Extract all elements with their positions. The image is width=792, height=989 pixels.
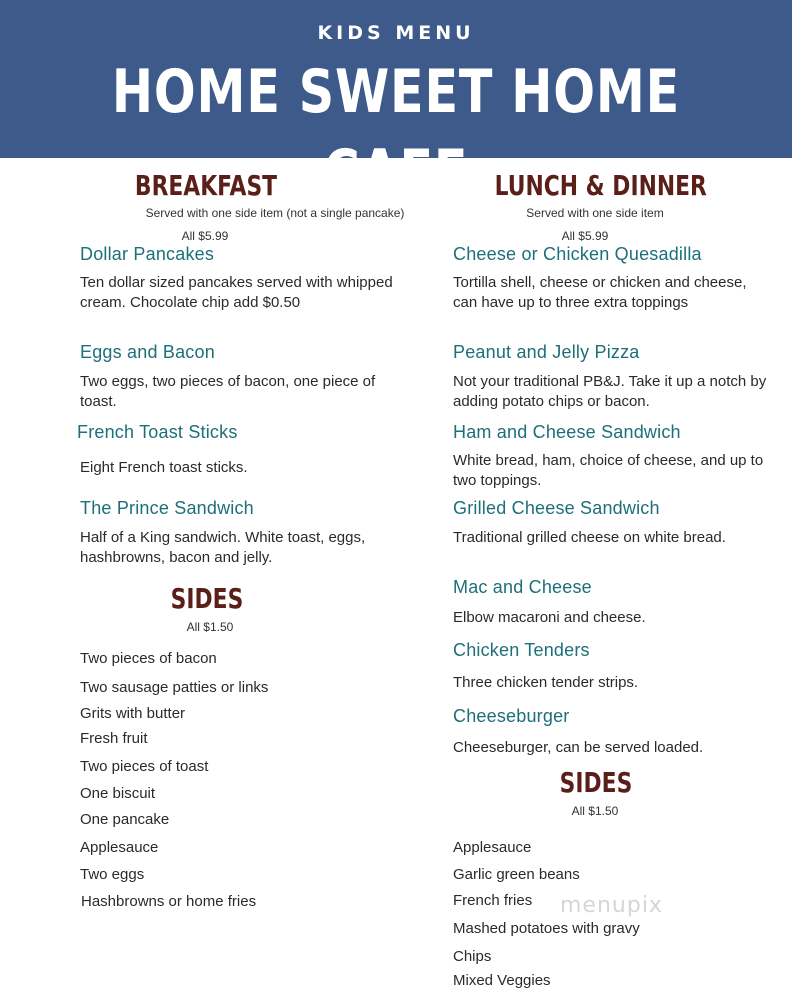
- menu-item-name: French Toast Sticks: [77, 422, 238, 442]
- menu-subtitle: KIDS MENU: [317, 22, 475, 44]
- side-item: Chips: [453, 948, 492, 965]
- side-item: Two pieces of toast: [80, 758, 209, 775]
- menu-item-desc: White bread, ham, choice of cheese, and up to two toppings.: [453, 452, 764, 489]
- breakfast-title: BREAKFAST: [134, 169, 278, 202]
- menu-item-desc: Cheeseburger, can be served loaded.: [453, 739, 704, 756]
- menu-item-desc: Eight French toast sticks.: [80, 459, 248, 476]
- side-item: Two pieces of bacon: [80, 650, 217, 667]
- lunch-sides-title: SIDES: [559, 766, 633, 799]
- lunch-price: All $5.99: [561, 229, 609, 243]
- menu-item-name: Grilled Cheese Sandwich: [453, 498, 660, 518]
- menu-item-desc: Not your traditional PB&J. Take it up a notch by adding potato chips or bacon.: [453, 373, 767, 410]
- breakfast-price: All $5.99: [181, 229, 229, 243]
- lunch-note: Served with one side item: [526, 206, 664, 220]
- side-item: Applesauce: [453, 839, 532, 856]
- menu-item-desc: Two eggs, two pieces of bacon, one piece of toast.: [80, 373, 376, 410]
- side-item: Hashbrowns or home fries: [81, 893, 257, 910]
- watermark-logo: menupix: [560, 893, 663, 918]
- menu-item-name: Eggs and Bacon: [80, 342, 215, 362]
- menu-item-desc: Elbow macaroni and cheese.: [453, 609, 646, 626]
- side-item: French fries: [453, 892, 533, 909]
- side-item: One biscuit: [80, 785, 156, 802]
- menu-item-name: Dollar Pancakes: [80, 244, 215, 264]
- side-item: Two sausage patties or links: [80, 679, 269, 696]
- lunch-sides-price: All $1.50: [571, 804, 619, 818]
- side-item: Fresh fruit: [80, 730, 148, 747]
- menu-item-name: Peanut and Jelly Pizza: [453, 342, 640, 362]
- side-item: Garlic green beans: [453, 866, 580, 883]
- menu-item-desc: Tortilla shell, cheese or chicken and cheese, can have up to three extra toppings: [453, 274, 747, 311]
- breakfast-sides-price: All $1.50: [186, 620, 234, 634]
- menu-item-name: Mac and Cheese: [453, 577, 592, 597]
- menu-item-name: Cheese or Chicken Quesadilla: [453, 244, 702, 264]
- side-item: Two eggs: [80, 866, 145, 883]
- side-item: Grits with butter: [80, 705, 186, 722]
- menu-item-name: Chicken Tenders: [453, 640, 590, 660]
- side-item: One pancake: [80, 811, 170, 828]
- breakfast-note: Served with one side item (not a single pancake): [145, 206, 405, 220]
- menu-item-desc: Half of a King sandwich. White toast, eggs, hashbrowns, bacon and jelly.: [80, 529, 366, 566]
- lunch-dinner-title: LUNCH & DINNER: [494, 169, 707, 202]
- cafe-name: HOME SWEET HOME CAFE: [111, 57, 681, 207]
- side-item: Applesauce: [80, 839, 159, 856]
- menu-item-desc: Traditional grilled cheese on white bread.: [453, 529, 726, 546]
- side-item: Mashed potatoes with gravy: [453, 920, 640, 937]
- breakfast-sides-title: SIDES: [170, 582, 244, 615]
- menu-item-name: Cheeseburger: [453, 706, 570, 726]
- menu-item-desc: Ten dollar sized pancakes served with whipped cream. Chocolate chip add $0.50: [80, 274, 393, 311]
- menu-item-name: The Prince Sandwich: [80, 498, 254, 518]
- menu-item-desc: Three chicken tender strips.: [453, 674, 639, 691]
- menu-item-name: Ham and Cheese Sandwich: [453, 422, 681, 442]
- side-item: Mixed Veggies: [453, 972, 551, 989]
